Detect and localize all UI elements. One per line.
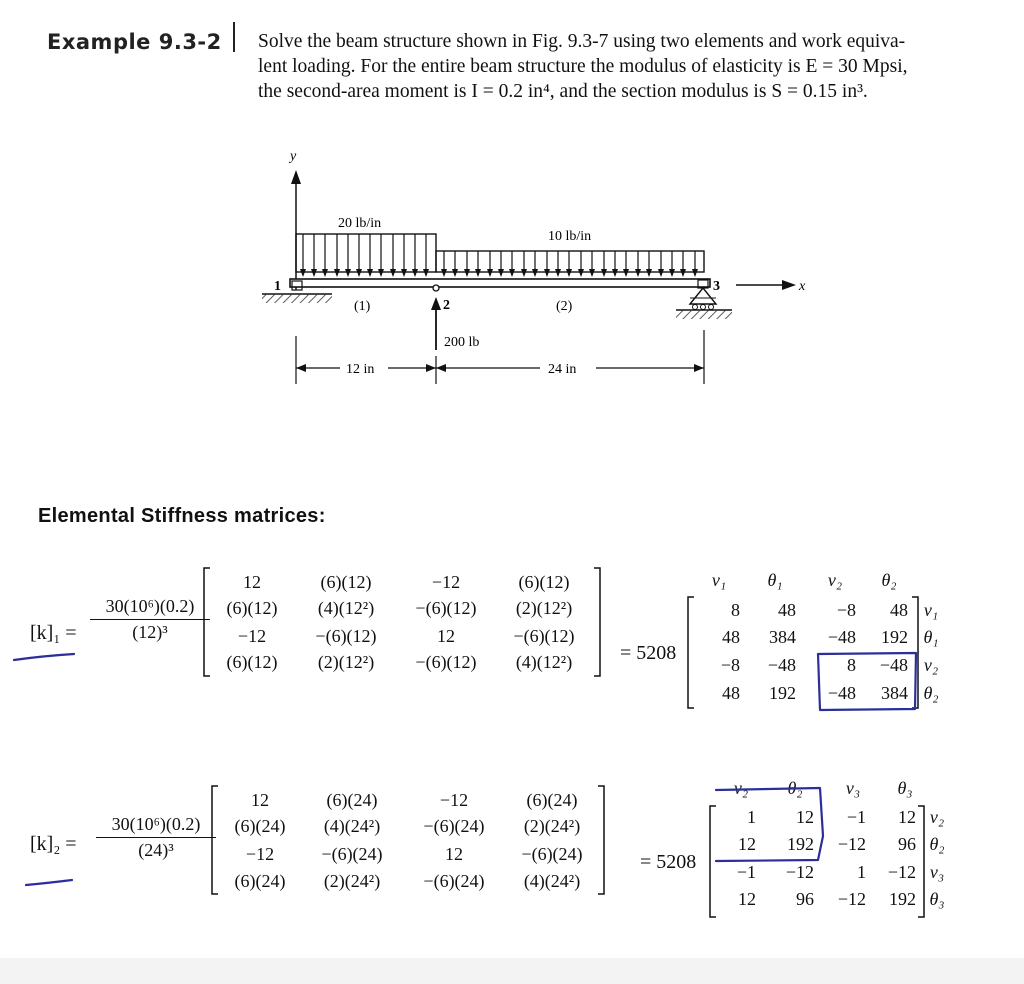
matrix-cell: 192	[889, 889, 916, 909]
dof-label: θ₂	[787, 778, 803, 798]
load-arrow-head-icon	[521, 269, 527, 277]
load-arrow-head-icon	[680, 269, 686, 277]
load-arrows	[300, 234, 698, 277]
matrix-cell: (2)(24²)	[323, 871, 381, 891]
matrix-cell: −12	[237, 626, 267, 646]
dimension-arrow-icon	[296, 364, 306, 372]
k1-denominator: (12)³	[132, 622, 168, 642]
matrix-cell: 12	[738, 889, 756, 909]
load-arrow-head-icon	[300, 269, 306, 277]
distributed-load-right	[436, 251, 704, 272]
load-arrow-head-icon	[623, 269, 629, 277]
load-arrow-head-icon	[509, 269, 515, 277]
load-arrow-head-icon	[532, 269, 538, 277]
dof-label: θ₁	[767, 570, 783, 590]
load-arrow-head-icon	[544, 269, 550, 277]
dof-label: v₁	[711, 570, 727, 590]
matrix-cell: 1	[857, 862, 866, 882]
problem-line: lent loading. For the entire beam structure the modulus of elasticity is E = 30 Mpsi,	[258, 56, 908, 77]
matrix-cell: 12	[243, 572, 261, 592]
matrix-cell: −(6)(12)	[415, 598, 477, 618]
matrix-cell: −(6)(12)	[315, 626, 377, 646]
matrix-cell: −(6)(24)	[521, 844, 583, 864]
load-arrow-head-icon	[487, 269, 493, 277]
matrix-cell: −12	[887, 862, 916, 882]
load-arrow-head-icon	[311, 269, 317, 277]
k1-coefficient	[90, 596, 210, 643]
k2-numerator: 30(10⁶)(0.2)	[96, 814, 216, 838]
load-arrow-head-icon	[589, 269, 595, 277]
load-arrow-head-icon	[390, 269, 396, 277]
k2-ink-underline	[26, 880, 72, 885]
matrix-cell: 192	[769, 683, 796, 703]
dof-label: θ₂	[881, 570, 897, 590]
matrix-cell: 48	[890, 600, 908, 620]
load-arrow-head-icon	[378, 269, 384, 277]
y-axis-label: y	[290, 149, 297, 164]
load-arrow-head-icon	[367, 269, 373, 277]
k2-label: [k]₂ =	[30, 833, 77, 855]
load-arrow-head-icon	[658, 269, 664, 277]
problem-line: Solve the beam structure shown in Fig. 9.3-7 using two elements and work equiva-	[258, 31, 906, 52]
matrix-cell: 12	[898, 807, 916, 827]
matrix-cell: (6)(24)	[326, 790, 378, 810]
load-arrow-head-icon	[464, 269, 470, 277]
dof-label: θ₁	[923, 627, 939, 647]
matrix-cell: 8	[731, 600, 740, 620]
matrix-cell: −(6)(12)	[415, 652, 477, 672]
matrix-cell: −12	[837, 889, 866, 909]
matrix-cell: (4)(12²)	[515, 652, 573, 672]
load-arrow-head-icon	[356, 269, 362, 277]
point-load-arrow-icon	[431, 297, 441, 310]
x-axis-label: x	[799, 279, 806, 294]
k1-factor: = 5208	[620, 642, 677, 664]
span-1-label: 12 in	[346, 362, 375, 377]
dimension-arrow-icon	[426, 364, 436, 372]
load-arrow-head-icon	[441, 269, 447, 277]
matrix-cell: (2)(12²)	[515, 598, 573, 618]
load-arrow-head-icon	[601, 269, 607, 277]
matrix-cell: (4)(12²)	[317, 598, 375, 618]
matrix-cell: 12	[251, 790, 269, 810]
dof-label: θ₃	[929, 889, 945, 909]
load-arrow-head-icon	[612, 269, 618, 277]
node-3-label: 3	[713, 279, 720, 294]
matrix-cell: 12	[738, 834, 756, 854]
load-arrow-head-icon	[669, 269, 675, 277]
matrix-cell: 48	[722, 683, 740, 703]
dof-label: θ₂	[929, 834, 945, 854]
matrix-cell: −(6)(24)	[423, 871, 485, 891]
dof-label: θ₂	[923, 683, 939, 703]
k1-label: [k]₁ =	[30, 622, 77, 644]
matrix-cell: −12	[431, 572, 461, 592]
matrix-cell: 48	[722, 627, 740, 647]
matrix-cell: −1	[846, 807, 866, 827]
matrix-cell: −1	[736, 862, 756, 882]
load-arrow-head-icon	[401, 269, 407, 277]
page-footer-band	[0, 958, 1024, 984]
dof-label: θ₃	[897, 778, 913, 798]
k2-factor: = 5208	[640, 851, 697, 873]
point-load-label: 200 lb	[444, 335, 480, 350]
matrix-cell: 384	[881, 683, 908, 703]
load-arrow-head-icon	[555, 269, 561, 277]
k2-coefficient	[96, 814, 216, 861]
matrix-cell: −12	[439, 790, 469, 810]
k1-numerator: 30(10⁶)(0.2)	[90, 596, 210, 620]
dof-label: v₂	[929, 807, 945, 827]
load-arrow-head-icon	[322, 269, 328, 277]
matrix-cell: (6)(24)	[526, 790, 578, 810]
matrix-cell: −(6)(24)	[321, 844, 383, 864]
section-title: Elemental Stiffness matrices:	[38, 505, 326, 527]
dof-label: v₂	[923, 655, 939, 675]
dof-label: v₃	[845, 778, 861, 798]
dimension-arrow-icon	[694, 364, 704, 372]
matrix-cell: −12	[785, 862, 814, 882]
load-arrow-head-icon	[475, 269, 481, 277]
matrix-cell: −12	[837, 834, 866, 854]
matrix-cell: −12	[245, 844, 275, 864]
matrix-cell: (6)(12)	[320, 572, 372, 592]
load-arrow-head-icon	[692, 269, 698, 277]
beam	[290, 279, 710, 287]
load-arrow-head-icon	[635, 269, 641, 277]
matrix-cell: (6)(12)	[518, 572, 570, 592]
matrix-cell: −48	[879, 655, 908, 675]
matrix-cell: (6)(24)	[234, 816, 286, 836]
k1-ink-underline	[14, 654, 74, 660]
matrix-cell: −8	[720, 655, 740, 675]
matrix-cell: −(6)(12)	[513, 626, 575, 646]
matrix-cell: (2)(12²)	[317, 652, 375, 672]
node-2-label: 2	[443, 298, 450, 313]
matrix-cell: 384	[769, 627, 796, 647]
beam-figure	[0, 0, 1024, 420]
matrix-cell: −48	[827, 683, 856, 703]
load-arrow-head-icon	[578, 269, 584, 277]
k2-denominator: (24)³	[138, 840, 174, 860]
load-arrow-head-icon	[334, 269, 340, 277]
load-arrow-head-icon	[423, 269, 429, 277]
matrix-cell: (4)(24²)	[523, 871, 581, 891]
matrix-cell: −48	[827, 627, 856, 647]
matrix-cell: 12	[437, 626, 455, 646]
matrix-cell: 12	[445, 844, 463, 864]
matrix-cell: 192	[881, 627, 908, 647]
matrix-cell: 48	[778, 600, 796, 620]
x-axis-arrow-icon	[782, 280, 796, 290]
dof-label: v₂	[827, 570, 843, 590]
load-arrow-head-icon	[646, 269, 652, 277]
load-arrow-head-icon	[566, 269, 572, 277]
matrix-cell: (2)(24²)	[523, 816, 581, 836]
load-arrow-head-icon	[412, 269, 418, 277]
element-1-label: (1)	[354, 299, 371, 314]
problem-line: the second-area moment is I = 0.2 in⁴, and the section modulus is S = 0.15 in³.	[258, 81, 868, 102]
matrix-cell: 96	[898, 834, 916, 854]
matrix-cell: (6)(12)	[226, 652, 278, 672]
matrix-cell: 192	[787, 834, 814, 854]
matrix-cell: (4)(24²)	[323, 816, 381, 836]
node-2-marker	[433, 285, 439, 291]
node-1-label: 1	[274, 279, 281, 294]
matrix-cell: (6)(24)	[234, 871, 286, 891]
dof-label: v₁	[923, 600, 939, 620]
y-axis-arrow-icon	[291, 170, 301, 184]
load-arrow-head-icon	[345, 269, 351, 277]
matrix-cell: −(6)(24)	[423, 816, 485, 836]
dof-label: v₃	[929, 862, 945, 882]
span-2-label: 24 in	[548, 362, 577, 377]
element-2-label: (2)	[556, 299, 573, 314]
matrix-cell: 8	[847, 655, 856, 675]
matrix-cell: −48	[767, 655, 796, 675]
matrix-cell: 96	[796, 889, 814, 909]
load-arrow-head-icon	[452, 269, 458, 277]
load-right-label: 10 lb/in	[548, 229, 592, 244]
matrix-cell: −8	[836, 600, 856, 620]
dimension-arrow-icon	[436, 364, 446, 372]
dof-label: v₂	[733, 778, 749, 798]
load-arrow-head-icon	[498, 269, 504, 277]
example-label: Example 9.3-2	[47, 30, 222, 54]
matrix-cell: 1	[747, 807, 756, 827]
matrix-cell: (6)(12)	[226, 598, 278, 618]
matrix-cell: 12	[796, 807, 814, 827]
load-left-label: 20 lb/in	[338, 216, 382, 231]
